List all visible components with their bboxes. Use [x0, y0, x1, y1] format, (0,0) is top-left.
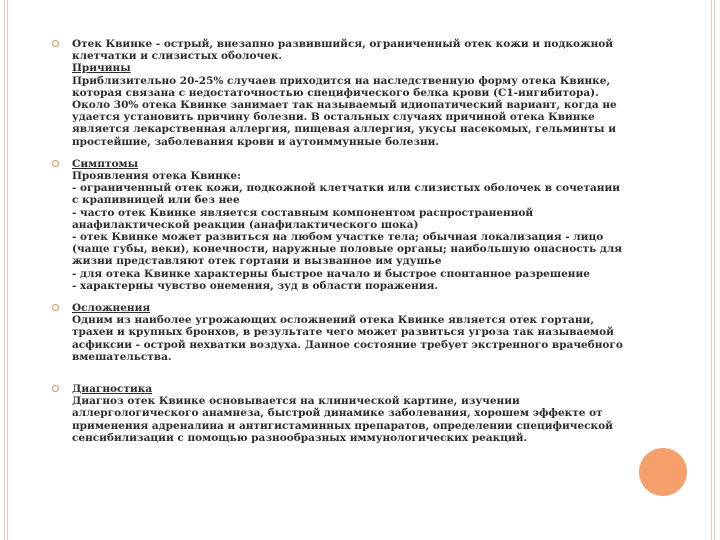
section-symptoms: [52, 158, 632, 292]
decorative-orange-circle: [639, 448, 687, 496]
text-line: анафилактической реакции (анафилактического шока): [72, 218, 419, 231]
text-line: - ограниченный отек кожи, подкожной клетчатки или слизистых оболочек в сочетании: [72, 182, 621, 195]
section-definition: [52, 38, 632, 148]
text-line: применения адреналина и антигистаминных препаратов, определении специфической: [72, 419, 613, 432]
section-complications: [52, 302, 632, 363]
text-line: - для отека Квинке характерны быстрое начало и быстрое спонтанное разрешение: [72, 267, 590, 280]
circle-bullet-icon: [52, 385, 59, 392]
text-line: - часто отек Квинке является составным компонентом распространенной: [72, 206, 534, 219]
text-line: простейшие, заболевания крови и аутоиммунные болезни.: [72, 135, 440, 148]
left-frame-line-inner: [7, 0, 8, 540]
left-frame-line-outer: [4, 0, 5, 540]
text-line: - характерны чувство онемения, зуд в области поражения.: [72, 279, 439, 292]
text-line: с крапивницей или без нее: [72, 194, 240, 207]
text-line: Приблизительно 20-25% случаев приходится на наследственную форму отека Квинке,: [72, 74, 611, 87]
text-line: которая связана с недостаточностью специфического белка крови (С1-ингибитора).: [72, 86, 599, 99]
slide-content: [52, 38, 632, 444]
text-line: аллергологического анамнеза, быстрой динамике заболевания, хорошем эффекте от: [72, 407, 603, 420]
text-line: (чаще губы, веки), конечности, наружные половые органы; наибольшую опасность для: [72, 243, 623, 256]
right-frame-line-inner: [711, 0, 712, 540]
text-line: Около 30% отека Квинке занимает так называемый идиопатический вариант, когда не: [72, 99, 617, 112]
text-line: Диагноз отек Квинке основывается на клинической картине, изучении: [72, 395, 520, 408]
section-heading-causes: Причины: [72, 62, 131, 75]
circle-bullet-icon: [52, 40, 59, 47]
text-line: жизни представляют отек гортани и вызванное им удушье: [72, 255, 442, 268]
section-heading-symptoms: Симптомы: [72, 157, 139, 170]
right-frame-line-outer: [714, 0, 715, 540]
section-heading-complications: Осложнения: [72, 302, 151, 315]
circle-bullet-icon: [52, 160, 59, 167]
text-line: удается установить причину болезни. В остальных случаях причиной отека Квинке: [72, 111, 595, 124]
text-line: асфиксии - острой нехватки воздуха. Данное состояние требует экстренного врачебного: [72, 338, 623, 351]
text-line: трахеи и крупных бронхов, в результате чего может развиться угроза так называемой: [72, 326, 614, 339]
text-line: сенсибилизации с помощью разнообразных иммунологических реакций.: [72, 431, 528, 444]
text-line: Одним из наиболее угрожающих осложнений отека Квинке является отек гортани,: [72, 314, 594, 327]
circle-bullet-icon: [52, 304, 59, 311]
text-line: клетчатки и слизистых оболочек.: [72, 50, 283, 63]
section-heading-diagnostics: Диагностика: [72, 383, 153, 396]
text-line: Проявления отека Квинке:: [72, 170, 241, 183]
text-line: вмешательства.: [72, 350, 172, 363]
text-line: является лекарственная аллергия, пищевая аллергия, укусы насекомых, гельминты и: [72, 123, 617, 136]
text-line: Отек Квинке - острый, внезапно развившийся, ограниченный отек кожи и подкожной: [72, 38, 614, 50]
text-line: - отек Квинке может развиться на любом участке тела; обычная локализация - лицо: [72, 231, 604, 244]
section-diagnostics: [52, 383, 632, 444]
